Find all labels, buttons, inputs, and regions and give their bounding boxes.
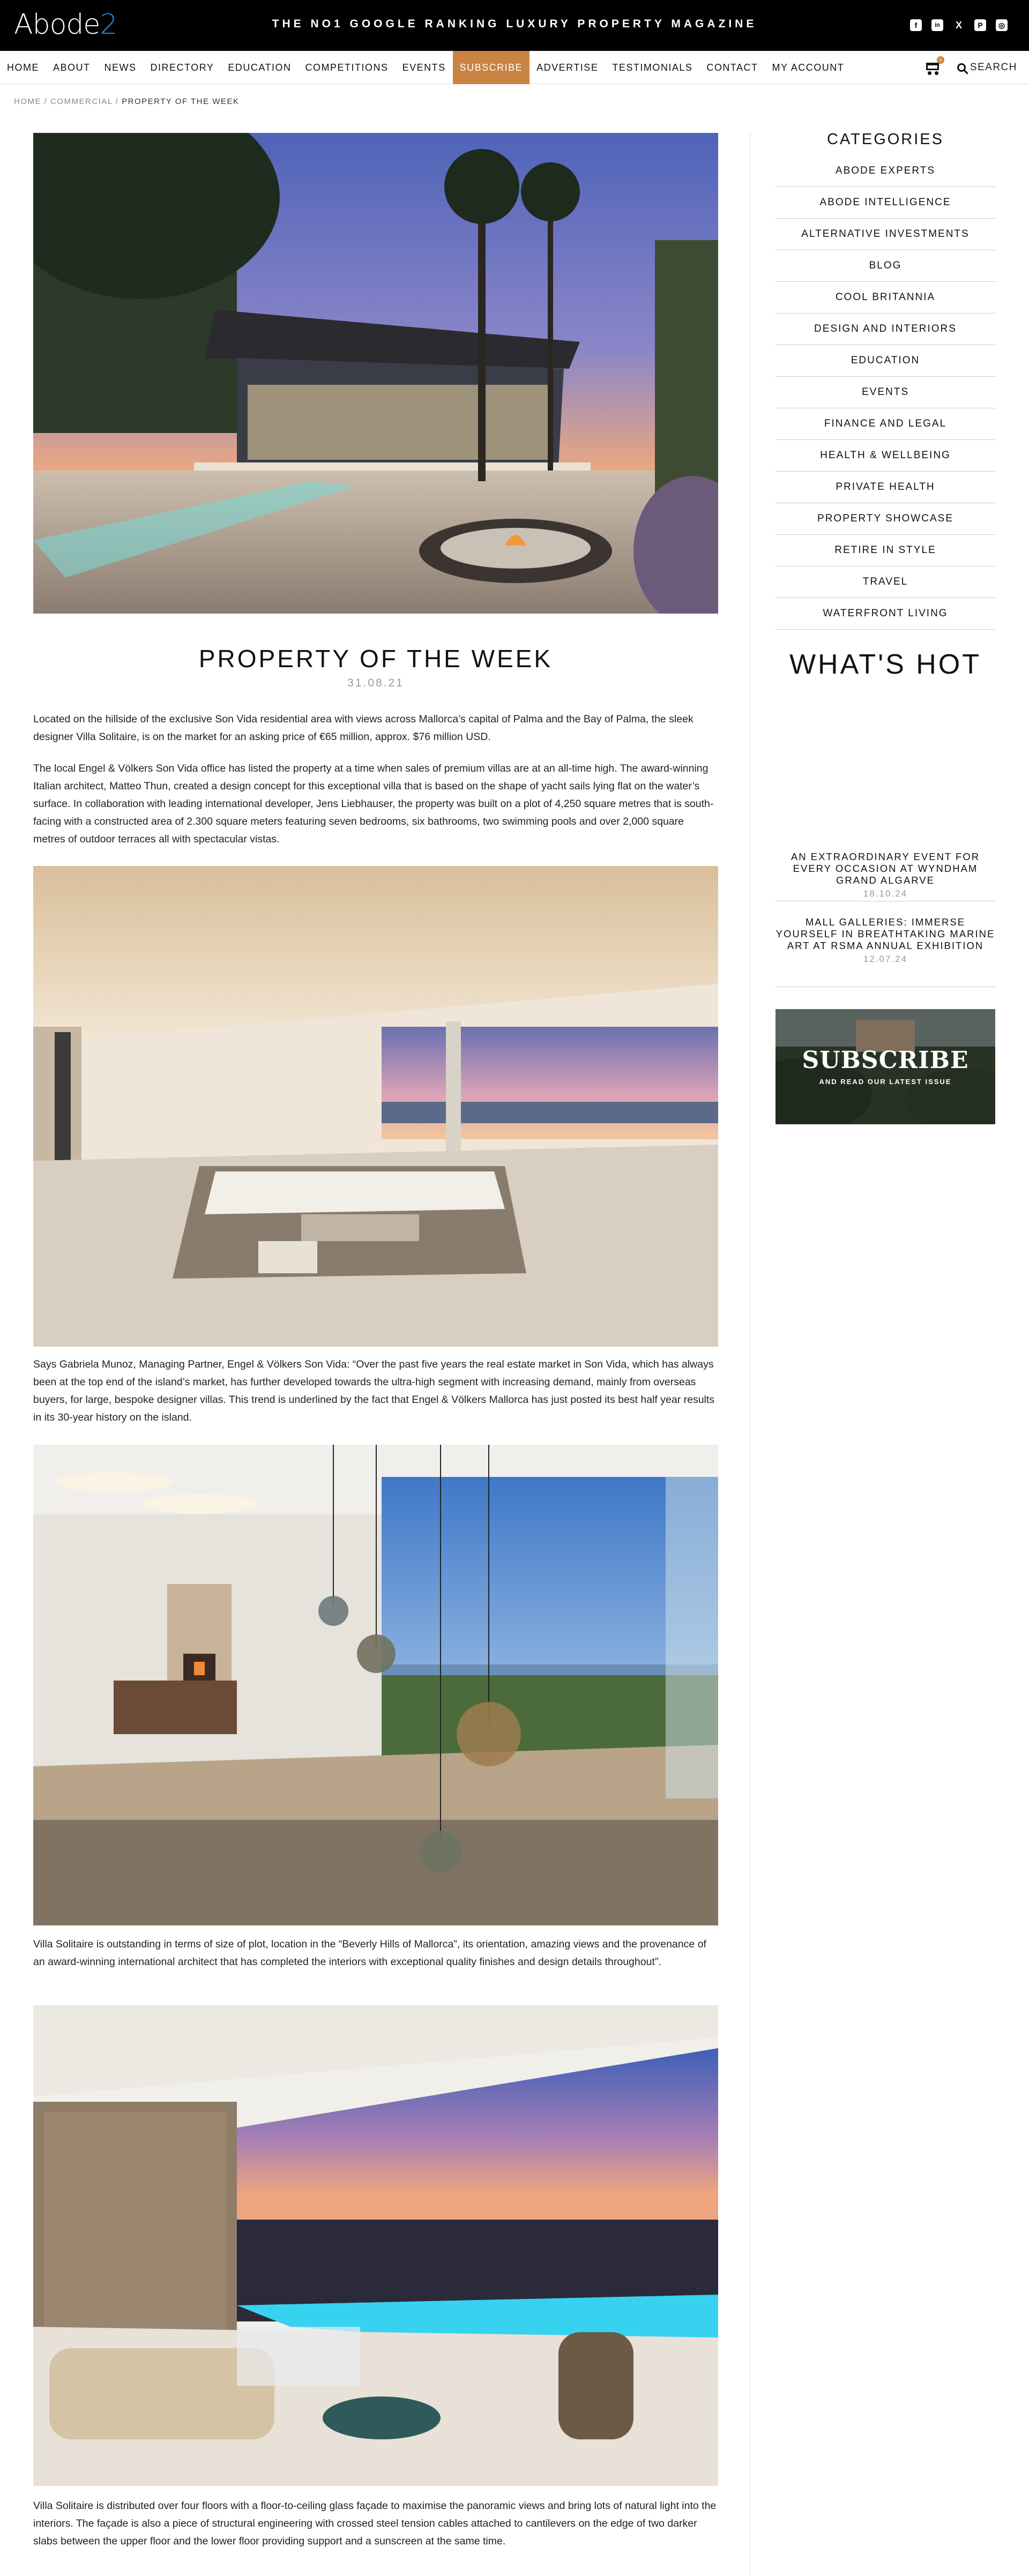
category-link[interactable]: COOL BRITANNIA — [776, 282, 995, 313]
hot-article-date: 12.07.24 — [863, 954, 908, 964]
hot-article-item[interactable] — [776, 914, 995, 987]
category-link[interactable]: BLOG — [776, 250, 995, 282]
breadcrumb-current: PROPERTY OF THE WEEK — [122, 97, 240, 106]
article-date: 31.08.21 — [347, 677, 404, 689]
category-link[interactable]: PROPERTY SHOWCASE — [776, 503, 995, 535]
category-link[interactable]: EVENTS — [776, 377, 995, 408]
hot-article-title[interactable]: AN EXTRAORDINARY EVENT FOR EVERY OCCASION AT WYNDHAM GRAND ALGARVE — [791, 851, 980, 886]
cart-count-badge: 0 — [937, 56, 944, 64]
nav-home[interactable]: HOME — [7, 62, 39, 73]
category-link[interactable]: EDUCATION — [776, 345, 995, 377]
category-link[interactable]: ABODE INTELLIGENCE — [776, 187, 995, 219]
subscribe-banner[interactable] — [776, 1009, 995, 1124]
article-paragraph: Located on the hillside of the exclusive Son Vida residential area with views across Mallorca’s capital of Palma and the Bay of Palma, the sleek designer Villa Solitaire, is on the market for an asking price of €65 million, approx. $76 million USD. — [33, 713, 694, 743]
nav-about[interactable]: ABOUT — [53, 62, 91, 73]
article-paragraph: Says Gabriela Munoz, Managing Partner, Engel & Völkers Son Vida: “Over the past five years the real estate market in Son Vida, which has always been at the top end of the island’s market, has further developed towards the ultra-high segment with increasing demand, mainly from overseas buyers, for large, bespoke designer villas. This trend is underlined by the fact that Engel & Völkers Mallorca has just posted its best half year results in its 30-year history on the island. — [33, 1358, 715, 1423]
instagram-icon[interactable]: ◎ — [996, 19, 1008, 31]
nav-news[interactable]: NEWS — [104, 62, 137, 73]
category-link[interactable]: PRIVATE HEALTH — [776, 472, 995, 503]
nav-competitions[interactable]: COMPETITIONS — [305, 62, 389, 73]
nav-my-account[interactable]: MY ACCOUNT — [772, 62, 845, 73]
subscribe-banner-title: SUBSCRIBE — [802, 1047, 969, 1074]
article-paragraph: Villa Solitaire is distributed over four floors with a floor-to-ceiling glass façade to maximise the panoramic views and bring lots of natural light into the interiors. The façade is also a piece of structural engineering with crossed steel tension cables attached to cantilevers on the edge of two darker slabs between the upper floor and the lower floor providing support and a sunscreen at the same time. — [33, 2500, 717, 2547]
hot-article-title[interactable]: MALL GALLERIES: IMMERSE YOURSELF IN BREATHTAKING MARINE ART AT RSMA ANNUAL EXHIBITION — [776, 916, 995, 951]
x-icon[interactable]: X — [955, 20, 962, 31]
interior-view-photo — [33, 1445, 718, 1925]
living-room-photo — [33, 866, 718, 1347]
nav-testimonials[interactable]: TESTIMONIALS — [612, 62, 693, 73]
cart-icon[interactable] — [925, 59, 943, 76]
article-title: PROPERTY OF THE WEEK — [198, 645, 553, 673]
social-links — [910, 19, 1008, 31]
nav-advertise[interactable]: ADVERTISE — [536, 62, 599, 73]
top-bar — [0, 0, 1029, 51]
main-nav — [0, 51, 1029, 84]
terrace-pool-photo — [33, 2005, 718, 2486]
category-link[interactable]: FINANCE AND LEGAL — [776, 408, 995, 440]
breadcrumb-home[interactable]: HOME — [14, 97, 41, 106]
facebook-icon[interactable]: f — [910, 19, 922, 31]
search-icon — [957, 63, 966, 72]
hot-article-item[interactable] — [776, 849, 995, 901]
nav-education[interactable]: EDUCATION — [228, 62, 292, 73]
search-label: SEARCH — [970, 62, 1017, 73]
linkedin-icon[interactable]: in — [931, 19, 943, 31]
breadcrumb-section[interactable]: COMMERCIAL — [50, 97, 113, 106]
nav-contact[interactable]: CONTACT — [706, 62, 758, 73]
category-link[interactable]: HEALTH & WELLBEING — [776, 440, 995, 472]
nav-subscribe[interactable]: SUBSCRIBE — [453, 51, 530, 84]
nav-directory[interactable]: DIRECTORY — [150, 62, 214, 73]
villa-exterior-photo — [33, 133, 718, 614]
pinterest-icon[interactable]: P — [974, 19, 986, 31]
site-logo[interactable]: Abode2 — [14, 9, 117, 41]
nav-events[interactable]: EVENTS — [402, 62, 446, 73]
categories-list — [776, 155, 995, 630]
category-link[interactable]: ALTERNATIVE INVESTMENTS — [776, 219, 995, 250]
category-link[interactable]: WATERFRONT LIVING — [776, 598, 995, 630]
category-link[interactable]: RETIRE IN STYLE — [776, 535, 995, 566]
category-link[interactable]: DESIGN AND INTERIORS — [776, 313, 995, 345]
article-paragraph: The local Engel & Völkers Son Vida office has listed the property at a time when sales of premium villas are at an all-time high. The award-winning Italian architect, Matteo Thun, created a design concept for this exceptional villa that is based on the shape of yacht sails lying flat on the water’s surface. In collaboration with leading international developer, Jens Liebhauser, the property was built on a plot of 4,250 square metres that is south-facing with a constructed area of 2.300 square meters featuring seven bedrooms, six bathrooms, two swimming pools and over 2,000 square metres of outdoor terraces all with spectacular vistas. — [33, 763, 714, 845]
search-button[interactable] — [957, 62, 1017, 73]
hot-article-date: 18.10.24 — [863, 888, 908, 899]
subscribe-banner-subtitle: AND READ OUR LATEST ISSUE — [819, 1078, 952, 1086]
breadcrumb: HOME / COMMERCIAL / PROPERTY OF THE WEEK — [14, 97, 240, 106]
category-link[interactable]: TRAVEL — [776, 566, 995, 598]
article-paragraph: Villa Solitaire is outstanding in terms of size of plot, location in the “Beverly Hills of Mallorca”, its orientation, amazing views and the provenance of an award-winning international architect that has completed the interiors with exceptional quality finishes and design details throughout”. — [33, 1938, 706, 1968]
tagline: THE NO1 GOOGLE RANKING LUXURY PROPERTY MAGAZINE — [272, 18, 757, 30]
whats-hot-heading: WHAT'S HOT — [789, 649, 982, 680]
category-link[interactable]: ABODE EXPERTS — [776, 155, 995, 187]
categories-heading: CATEGORIES — [827, 131, 944, 148]
